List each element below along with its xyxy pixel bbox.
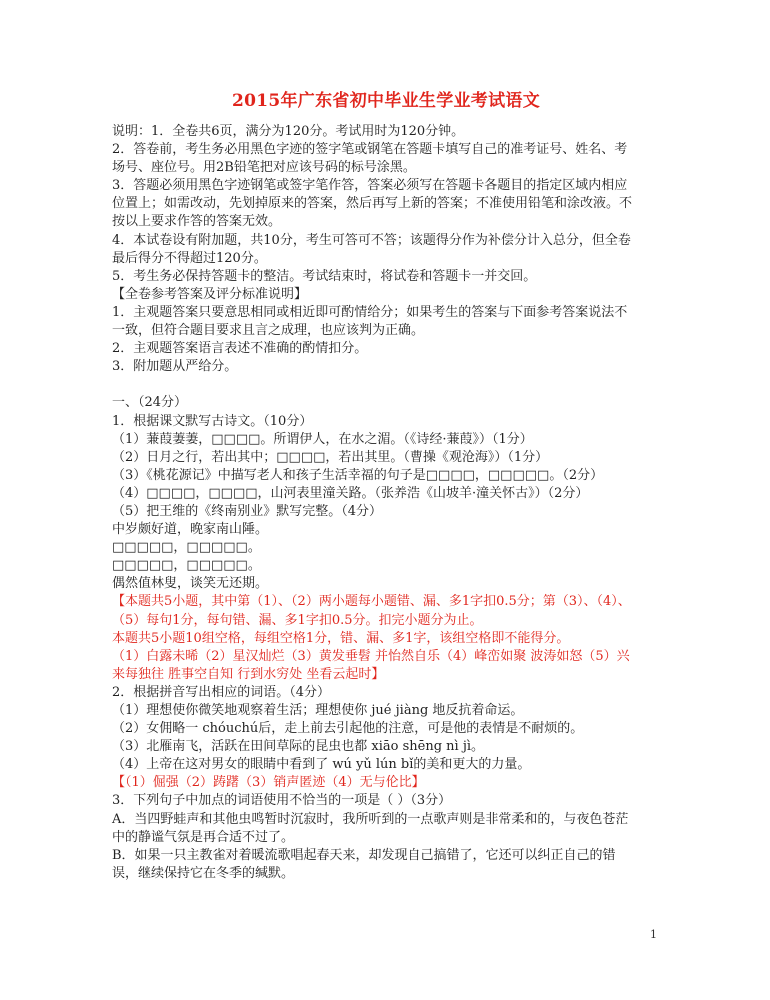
text-line: 4．本试卷设有附加题，共10分，考生可答可不答；该题得分作为补偿分计入总分，但全卷 xyxy=(112,232,631,248)
text-line: 误，继续保持它在冬季的缄默。 xyxy=(112,865,295,881)
text-line: （3）北雁南飞，活跃在田间草际的昆虫也都 xiāo shēng nì jì。 xyxy=(112,739,485,755)
answer-line: 来每独往 胜事空自知 行到水穷处 坐看云起时】 xyxy=(112,666,385,682)
text-line: （1）理想使你微笑地观察着生活；理想使你 jué jiàng 地反抗着命运。 xyxy=(112,703,524,718)
text-line: 【全卷参考答案及评分标准说明】 xyxy=(112,286,308,302)
text-line: 按以上要求作答的答案无效。 xyxy=(112,214,282,230)
text-line: 2．主观题答案语言表述不准确的酌情扣分。 xyxy=(112,341,368,357)
text-line: 3．附加题从严给分。 xyxy=(112,359,238,375)
text-line: □□□□□，□□□□□。 xyxy=(112,558,261,574)
text-line: 1．根据课文默写古诗文。（10分） xyxy=(112,413,313,429)
answer-line: 【本题共5小题，其中第（1）、（2）两小题每小题错、漏、多1字扣0.5分；第（3）、（4）、 xyxy=(112,594,631,610)
text-line: 最后得分不得超过120分。 xyxy=(112,250,267,266)
text-line: （2）日月之行，若出其中；□□□□，若出其里。（曹操《观沧海》）（1分） xyxy=(112,449,549,465)
text-line: （3）《桃花源记》中描写老人和孩子生活幸福的句子是□□□□，□□□□□。（2分） xyxy=(112,467,604,483)
document-page xyxy=(112,90,660,883)
text-line: （4）上帝在这对男女的眼睛中看到了 wú yǔ lún bǐ的美和更大的力量。 xyxy=(112,757,531,773)
text-line: （2）女佣略一 chóuchú后，走上前去引起他的注意，可是他的表情是不耐烦的。 xyxy=(112,721,584,737)
text-line: 5．考生务必保持答题卡的整洁。考试结束时，将试卷和答题卡一并交回。 xyxy=(112,268,537,284)
text-line: 场号、座位号。用2B铅笔把对应该号码的标号涂黑。 xyxy=(112,160,416,176)
text-line: 中岁颇好道，晚家南山陲。 xyxy=(112,522,269,538)
document-body xyxy=(112,123,660,883)
text-line: 3．下列句子中加点的词语使用不恰当的一项是（ ）（3分） xyxy=(112,793,452,809)
page-number: 1 xyxy=(650,928,657,941)
blank-line xyxy=(112,376,660,394)
text-line: □□□□□，□□□□□。 xyxy=(112,540,261,556)
answer-line: 本题共5小题10组空格，每组空格1分，错、漏、多1字，该组空格即不能得分。 xyxy=(112,630,570,646)
text-line: 位置上；如需改动，先划掉原来的答案，然后再写上新的答案；不准使用铅笔和涂改液。不 xyxy=(112,196,633,212)
text-line: （1）蒹葭萋萋，□□□□。所谓伊人，在水之湄。（《诗经·蒹葭》）（1分） xyxy=(112,431,533,447)
text-line: 2．根据拼音写出相应的词语。（4分） xyxy=(112,684,331,700)
text-line: 偶然值林叟，谈笑无还期。 xyxy=(112,576,269,592)
text-line: （4）□□□□，□□□□，山河表里潼关路。（张养浩《山坡羊·潼关怀古》）（2分） xyxy=(112,485,589,501)
text-line: （5）把王维的《终南别业》默写完整。（4分） xyxy=(112,503,383,519)
answer-line: （1）白露未晞（2）星汉灿烂（3）黄发垂髫 并怡然自乐（4）峰峦如聚 波涛如怒（5）兴 xyxy=(112,648,630,664)
text-line: 2．答卷前，考生务必用黑色字迹的签字笔或钢笔在答题卡填写自己的准考证号、姓名、考 xyxy=(112,142,628,158)
text-line: B．如果一只主教雀对着暖流歌唱起春天来，却发现自己搞错了，它还可以纠正自己的错 xyxy=(112,847,616,863)
text-line: 一致，但符合题目要求且言之成理，也应该判为正确。 xyxy=(112,323,425,339)
text-line: 一、（24分） xyxy=(112,395,188,411)
document-title: 2015年广东省初中毕业生学业考试语文 xyxy=(231,91,540,111)
text-line: 中的静谧气氛是再合适不过了。 xyxy=(112,829,295,845)
text-line: 说明：1．全卷共6页，满分为120分。考试用时为120分钟。 xyxy=(112,124,465,139)
text-line: 1．主观题答案只要意思相同或相近即可酌情给分；如果考生的答案与下面参考答案说法不 xyxy=(112,304,628,320)
answer-line: 【（1）倔强（2）踌躇（3）销声匿迹（4）无与伦比】 xyxy=(112,775,425,791)
text-line: A．当四野蛙声和其他虫鸣暂时沉寂时，我所听到的一点歌声则是非常柔和的，与夜色苍茫 xyxy=(112,811,629,827)
text-line: 3．答题必须用黑色字迹钢笔或签字笔作答，答案必须写在答题卡各题目的指定区域内相应 xyxy=(112,178,628,194)
answer-line: （5）每句1分，每句错、漏、多1字扣0.5分。扣完小题分为止。 xyxy=(112,612,483,628)
